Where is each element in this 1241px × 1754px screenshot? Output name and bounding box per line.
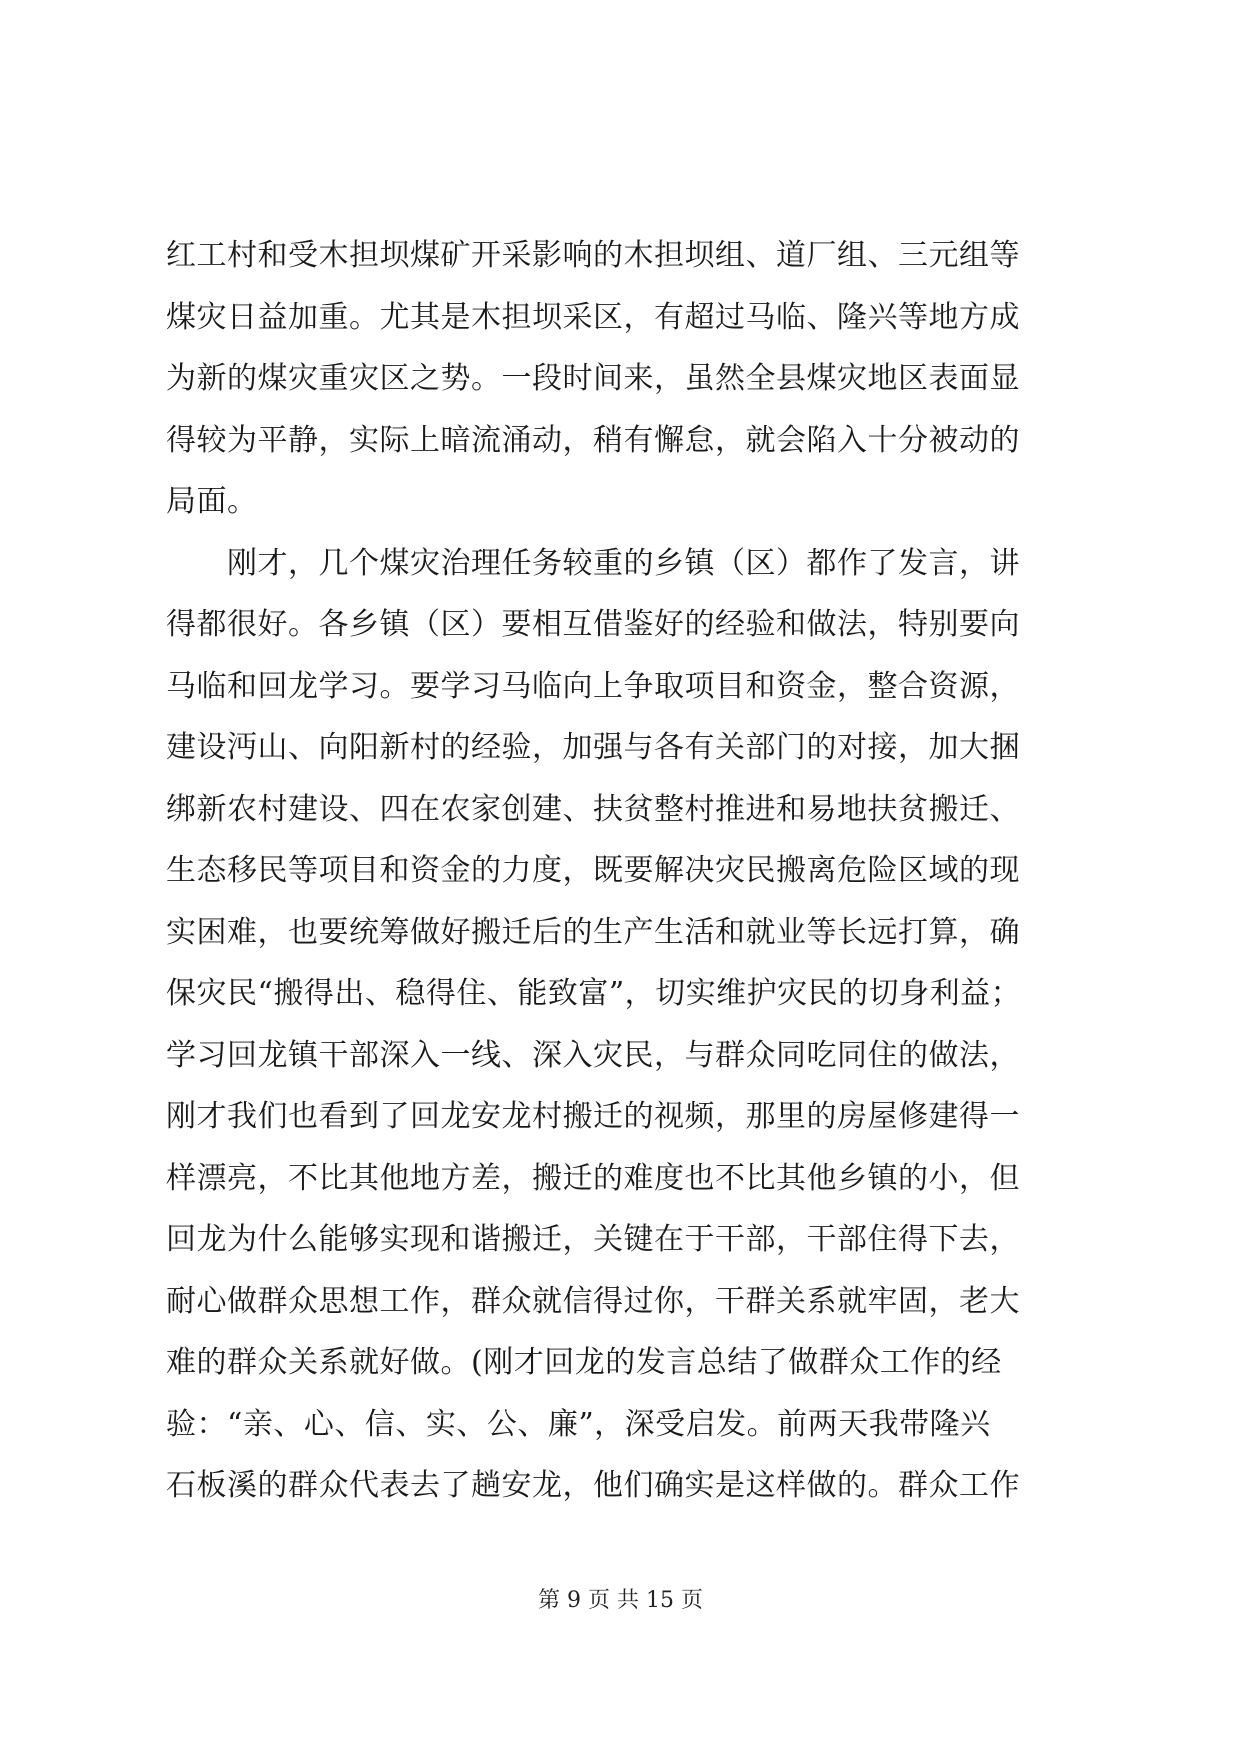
text-line: 实困难，也要统筹做好搬迁后的生产生活和就业等长远打算，确 <box>166 914 1020 950</box>
text-line: 验：“亲、心、信、实、公、廉”，深受启发。前两天我带隆兴 <box>166 1406 991 1442</box>
text-line: 局面。 <box>166 484 258 519</box>
text-line: 学习回龙镇干部深入一线、深入灾民，与群众同吃同住的做法， <box>166 1037 1020 1073</box>
text-line: 石板溪的群众代表去了趟安龙，他们确实是这样做的。群众工作 <box>166 1468 1020 1503</box>
text-line: 红工村和受木担坝煤矿开采影响的木担坝组、道厂组、三元组等 <box>166 238 1020 273</box>
body-text <box>166 225 1086 1517</box>
text-line: 刚才，几个煤灾治理任务较重的乡镇（区）都作了发言，讲 <box>166 545 1020 581</box>
text-line: 建设沔山、向阳新村的经验，加强与各有关部门的对接，加大捆 <box>166 730 1020 765</box>
text-line: 为新的煤灾重灾区之势。一段时间来，虽然全县煤灾地区表面显 <box>166 361 1020 396</box>
text-line: 煤灾日益加重。尤其是木担坝采区，有超过马临、隆兴等地方成 <box>166 299 1020 335</box>
text-line: 样漂亮，不比其他地方差，搬迁的难度也不比其他乡镇的小，但 <box>166 1160 1020 1196</box>
text-line: 生态移民等项目和资金的力度，既要解决灾民搬离危险区域的现 <box>166 853 1020 888</box>
text-line: 得较为平静，实际上暗流涌动，稍有懈怠，就会陷入十分被动的 <box>166 422 1020 458</box>
page-number-footer: 第 9 页 共 15 页 <box>538 1588 703 1613</box>
text-line: 保灾民“搬得出、稳得住、能致富”，切实维护灾民的切身利益； <box>166 976 1022 1011</box>
text-line: 刚才我们也看到了回龙安龙村搬迁的视频，那里的房屋修建得一 <box>166 1099 1020 1134</box>
text-line: 绑新农村建设、四在农家创建、扶贫整村推进和易地扶贫搬迁、 <box>166 791 1020 827</box>
text-line: 马临和回龙学习。要学习马临向上争取项目和资金，整合资源， <box>166 668 1020 704</box>
text-line: 难的群众关系就好做。(刚才回龙的发言总结了做群众工作的经 <box>166 1345 1002 1380</box>
text-line: 回龙为什么能够实现和谐搬迁，关键在于干部，干部住得下去， <box>166 1222 1020 1257</box>
text-line: 得都很好。各乡镇（区）要相互借鉴好的经验和做法，特别要向 <box>166 607 1020 642</box>
text-line: 耐心做群众思想工作，群众就信得过你，干群关系就牢固，老大 <box>166 1283 1020 1319</box>
